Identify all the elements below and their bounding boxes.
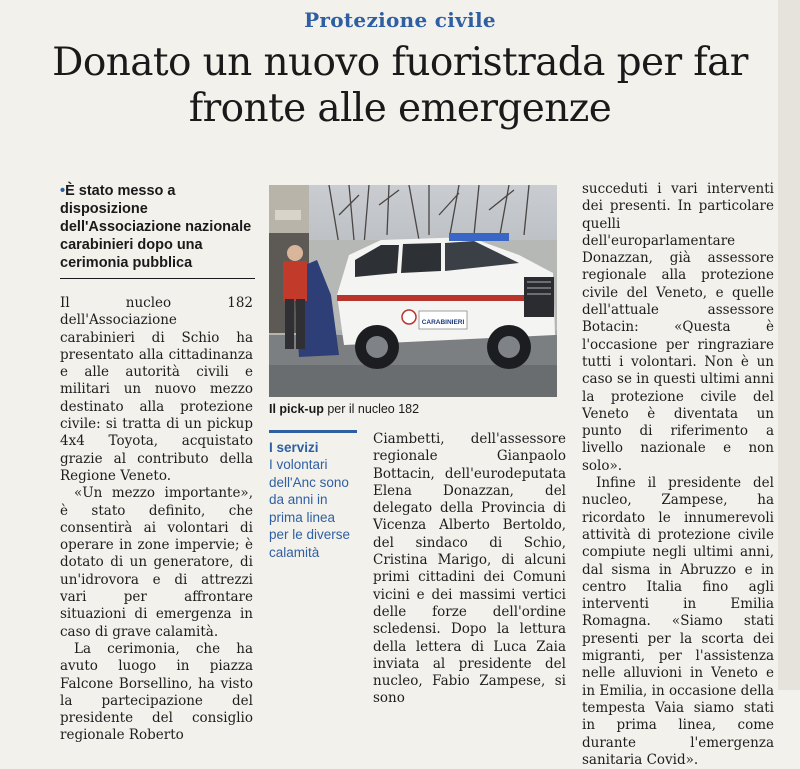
column-3: [373, 431, 566, 708]
article-summary: [60, 182, 255, 279]
pickup-truck-photo: [269, 185, 557, 397]
photo-caption: [269, 402, 569, 416]
paragraph: succeduti i vari interventi dei presenti. In particolare quelli dell'europarlamentare Donazzan, già assessore regionale alla protezione civile del Veneto, e quelle dell'attuale assessore Botacin: «Questa è l'occasione per ringraziare tutti i volontari. Non è un caso se in questi ultimi anni la protezione civile del Veneto è diventata un punto di riferimento a livello nazionale e non solo».: [582, 181, 774, 474]
section-kicker: Protezione civile: [304, 8, 496, 32]
door-lettering: CARABINIERI: [421, 319, 465, 326]
summary-text: È stato messo a disposizione dell'Associazione nazionale carabinieri dopo una cerimonia pubblica: [60, 183, 252, 271]
paragraph: Il nucleo 182 dell'Associazione carabinieri di Schio ha presentato alla cittadinanza e alle autorità civili e militari un nuovo mezzo destinato alla protezione civile: si tratta di un pickup 4x4 Toyota, acquistato grazie al contributo della Regione Veneto.: [60, 295, 253, 484]
bullet-icon: •: [60, 183, 66, 199]
column-1: [60, 295, 253, 745]
column-4: [582, 181, 774, 769]
sidebar-title: I servizi: [269, 440, 319, 455]
sidebar-rule: [269, 430, 357, 433]
paragraph: Infine il presidente del nucleo, Zampese, ha ricordato le innumerevoli attività di protezione civile compiute negli ultimi anni, dal sisma in Abruzzo e in centro Italia fino agli interventi in Emilia Romagna. «Siamo stati presenti per la scorta dei migranti, per l'assistenza nelle alluvioni in Veneto e in Emilia, in occasione della tempesta Vaia siamo stati in prima linea, come durante l'emergenza sanitaria Covid».: [582, 475, 774, 768]
paragraph: La cerimonia, che ha avuto luogo in piazza Falcone Borsellino, ha visto la partecipazione del presidente del consiglio regionale Roberto: [60, 640, 253, 744]
article-headline: Donato un nuovo fuoristrada per far fronte alle emergenze: [52, 40, 748, 131]
page-edge: [778, 0, 800, 690]
paragraph: «Un mezzo importante», è stato definito, che consentirà ai volontari di operare in zone impervie; è dotato di un generatore, di un'idrovora e di attrezzi vari per affrontare situazioni di emergenza in caso di grave calamità.: [60, 485, 253, 640]
services-sidebar: [269, 430, 357, 561]
article-photo: [269, 185, 557, 397]
caption-bold: Il pick-up: [269, 402, 324, 416]
caption-rest: per il nucleo 182: [323, 402, 420, 416]
sidebar-text: I volontari dell'Anc sono da anni in prima linea per le diverse calamità: [269, 457, 351, 560]
paragraph: Ciambetti, dell'assessore regionale Gianpaolo Bottacin, dell'eurodeputata Elena Donazzan, del delegato della Provincia di Vicenza Alberto Bertoldo, del sindaco di Schio, Cristina Marigo, di alcuni primi cittadini dei Comuni vicini e dei massimi vertici delle forze dell'ordine scledensi. Dopo la lettura della lettera di Luca Zaia inviata al presidente del nucleo, Fabio Zampese, si sono: [373, 431, 566, 707]
